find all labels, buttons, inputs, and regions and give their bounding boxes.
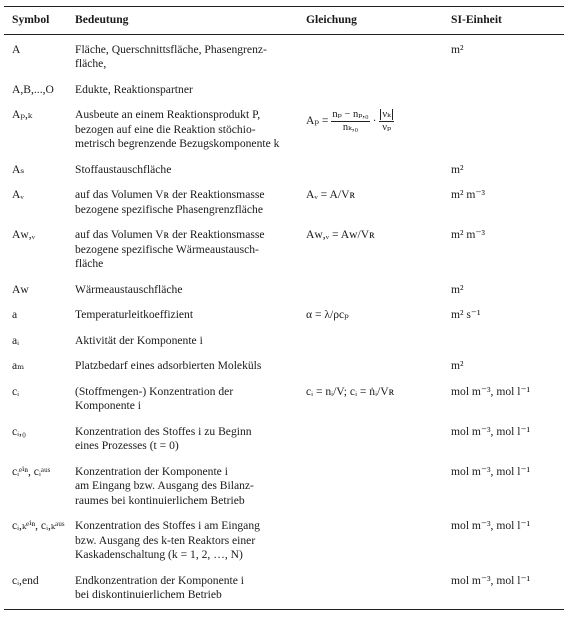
cell-gleichung [298,563,443,610]
cell-bedeutung [67,34,298,72]
cell-gleichung: cᵢ = nᵢ/V; cᵢ = ṅᵢ/Vʀ [306,384,395,398]
bedeutung-line: Konzentration des Stoffes i zu Beginn [75,424,252,438]
table-row [4,72,564,98]
table-row [4,152,564,178]
header-einheit: SI-Einheit [443,7,564,35]
bedeutung-line: Wärmeaustauschfläche [75,282,183,296]
table-row [4,34,564,72]
cell-symbol: cᵢ,₀ [12,424,26,438]
table-row [4,563,564,610]
cell-symbol: a [12,308,18,321]
bedeutung-line: Endkonzentration der Komponente i [75,573,245,587]
cell-bedeutung [67,272,298,298]
cell-einheit [443,97,564,152]
cell-gleichung: Aᴡ,ᵥ = Aᴡ/Vʀ [306,228,375,241]
formula-dot: · [372,114,377,128]
bedeutung-line: auf das Volumen Vʀ der Reaktionsmasse [75,228,265,241]
bedeutung-line: Edukte, Reaktionspartner [75,82,193,96]
cell-symbol: Aᴡ [12,282,29,296]
cell-einheit: m² m⁻³ [451,228,486,241]
bedeutung-line: Platzbedarf eines adsorbierten Moleküls [75,359,262,372]
ausbeute-formula [306,109,394,133]
cell-bedeutung [67,97,298,152]
formula-ratio-num [379,109,394,122]
cell-symbol: aₘ [12,359,25,372]
cell-einheit: mol m⁻³, mol l⁻¹ [451,424,531,438]
table-row [4,297,564,323]
table-row [4,217,564,272]
cell-gleichung [298,508,443,563]
cell-einheit [443,72,564,98]
cell-bedeutung [67,323,298,349]
table-row [4,97,564,152]
cell-gleichung [298,97,443,152]
cell-einheit [443,323,564,349]
table-body [4,34,564,609]
cell-bedeutung [67,563,298,610]
cell-bedeutung [67,152,298,178]
table-row [4,374,564,414]
cell-einheit: mol m⁻³, mol l⁻¹ [451,464,531,478]
table-row [4,454,564,509]
cell-symbol: A [12,42,21,56]
bedeutung-line: bzw. Ausgang des k-ten Reaktors einer [75,533,256,547]
cell-einheit: m² s⁻¹ [451,308,481,321]
table-row [4,414,564,454]
bedeutung-line: bezogene spezifische Wärmeaustausch- [75,242,259,256]
bedeutung-line: (Stoffmengen-) Konzentration der [75,384,234,398]
bedeutung-line: metrisch begrenzende Bezugskomponente k [75,137,280,150]
formula-denominator: nₖ,₀ [342,122,359,133]
cell-bedeutung [67,454,298,509]
bedeutung-line: Aktivität der Komponente i [75,333,203,347]
cell-symbol: Aₚ,ₖ [12,108,33,121]
cell-bedeutung [67,508,298,563]
formula-fraction [331,109,369,134]
table-header-row [4,7,564,35]
header-gleichung: Gleichung [298,7,443,35]
cell-einheit: mol m⁻³, mol l⁻¹ [451,384,531,398]
formula-lhs: Aₚ = [306,114,329,128]
table-row [4,323,564,349]
cell-gleichung [298,152,443,178]
cell-einheit: m² [451,42,464,56]
cell-gleichung [298,454,443,509]
bedeutung-line: Stoffaustauschfläche [75,162,172,176]
bedeutung-line: Konzentration der Komponente i [75,464,228,478]
formula-ratio-den: νₚ [382,122,392,133]
formula-ratio [379,109,394,134]
cell-symbol: cᵢ,end [4,563,67,610]
cell-einheit: mol m⁻³, mol l⁻¹ [443,563,564,610]
table-row [4,272,564,298]
cell-gleichung [298,414,443,454]
cell-symbol: Aᴡ,ᵥ [12,228,36,241]
bedeutung-line: Ausbeute an einem Reaktionsprodukt P, [75,108,261,121]
bedeutung-line: bezogene spezifische Phasengrenzfläche [75,202,263,216]
bedeutung-line: auf das Volumen Vʀ der Reaktionsmasse [75,188,265,201]
cell-bedeutung [67,217,298,272]
table-row [4,508,564,563]
bedeutung-line: bei diskontinuierlichem Betrieb [75,588,222,601]
bedeutung-line: Fläche, Querschnittsfläche, Phasengrenz- [75,42,267,56]
cell-gleichung [298,34,443,72]
bedeutung-line: Konzentration des Stoffes i am Eingang [75,519,260,532]
cell-gleichung: α = λ/ρcₚ [306,308,349,321]
bedeutung-line: Temperaturleitkoeffizient [75,308,194,321]
header-bedeutung: Bedeutung [67,7,298,35]
cell-symbol: cᵢ,ₖᵉⁱⁿ, cᵢ,ₖᵃᵘˢ [12,519,65,532]
bedeutung-line: bezogen auf eine die Reaktion stöchio- [75,122,256,136]
cell-einheit: m² m⁻³ [451,188,486,201]
header-symbol: Symbol [4,7,67,35]
abs-value: νₖ [382,109,391,120]
bedeutung-line: raumes bei kontinuierlichem Betrieb [75,493,245,507]
cell-symbol: cᵢᵉⁱⁿ, cᵢᵃᵘˢ [12,464,51,478]
cell-gleichung [298,72,443,98]
table-row [4,348,564,374]
cell-symbol: Aₛ [12,162,25,176]
cell-symbol: cᵢ [12,384,20,398]
cell-bedeutung [67,72,298,98]
cell-gleichung [298,348,443,374]
cell-einheit: m² [451,359,464,372]
bedeutung-line: eines Prozesses (t = 0) [75,439,179,452]
cell-symbol: aᵢ [12,333,20,347]
bedeutung-line: fläche, [75,57,107,70]
cell-einheit: mol m⁻³, mol l⁻¹ [451,519,531,532]
formula-numerator: nₚ − nₚ,₀ [332,109,369,120]
table-row [4,177,564,217]
cell-bedeutung [67,348,298,374]
cell-einheit: m² [451,282,464,296]
cell-bedeutung [67,414,298,454]
bedeutung-line: am Eingang bzw. Ausgang des Bilanz- [75,479,254,492]
bedeutung-line: Komponente i [75,399,142,412]
bedeutung-line: Kaskadenschaltung (k = 1, 2, …, N) [75,548,243,561]
cell-symbol: A,B,...,O [12,82,54,96]
cell-gleichung: Aᵥ = A/Vʀ [306,188,356,201]
cell-bedeutung [67,374,298,414]
cell-gleichung [298,272,443,298]
cell-bedeutung [67,297,298,323]
bedeutung-line: fläche [75,257,104,270]
cell-gleichung [298,323,443,349]
cell-einheit: m² [451,162,464,176]
symbol-table [4,6,564,610]
cell-symbol: Aᵥ [12,188,24,201]
cell-bedeutung [67,177,298,217]
